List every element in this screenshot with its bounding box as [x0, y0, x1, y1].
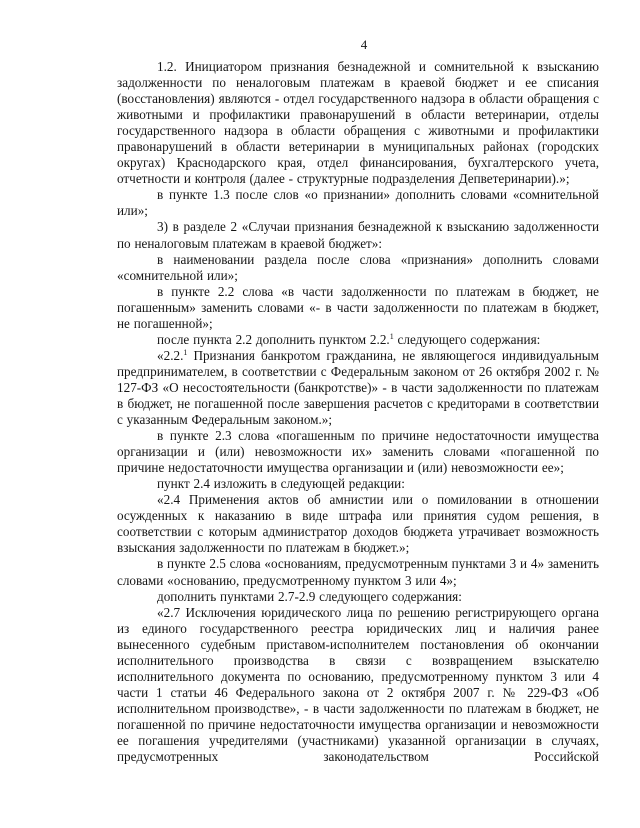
paragraph-item-2-4-intro: пункт 2.4 изложить в следующей редакции: — [157, 476, 405, 492]
paragraph-add-2-7-2-9: дополнить пунктами 2.7-2.9 следующего содержания: — [157, 588, 462, 604]
page-number: 4 — [360, 37, 368, 52]
paragraph-add-2-2-1-tail: следующего содержания: — [393, 331, 541, 347]
paragraph-item-1-3: в пункте 1.3 после слов «о признании» дополнить словами «сомнительной или»; — [117, 187, 599, 219]
paragraph-item-2-5: в пункте 2.5 слова «основаниям, предусмотренным пунктами 3 и 4» заменить словами «основанию, предусмотренному пунктом 3 или 4»; — [117, 556, 599, 588]
paragraph-2-2-1-number: «2.2. — [157, 347, 184, 363]
paragraph-2-7: «2.7 Исключения юридического лица по решению регистрирующего органа из единого государственного реестра юридических лиц и наличия ранее вынесенного судебным приставом-исполнителем постановления об окончании исполнительного производства в связи с возвращением взыскателю исполнительного документа по основанию, предусмотренному пунктом 3 или 4 части 1 статьи 46 Федерального закона от 2 октября 2007 г. № 229-ФЗ «Об исполнительном производстве», - в части задолженности по платежам в бюджет, не погашенной по причине недостаточности имущества организации и невозможности ее погашения учредителями (участниками) указанной организации в случаях, предусмотренных законодательством Российской — [117, 604, 599, 765]
paragraph-section-title-change: в наименовании раздела после слова «признания» дополнить словами «сомнительной или»; — [117, 251, 599, 283]
paragraph-2-4: «2.4 Применения актов об амнистии или о помиловании в отношении осужденных к наказанию в виде штрафа или принятия судом решения, в соответствии с которым администратор доходов бюджета утрачивает возможность взыскания задолженности по платежам в бюджет.»; — [117, 492, 599, 556]
paragraph-add-2-2-1 — [117, 332, 599, 348]
paragraph-item-2-3: в пункте 2.3 слова «погашенным по причине недостаточности имущества организации и (или) невозможности их» заменить словами «погашенной по причине недостаточности имущества организации и (или) невозможности ее»; — [117, 428, 599, 476]
paragraph-item-2-2: в пункте 2.2 слова «в части задолженности по платежам в бюджет, не погашенным» заменить словами «- в части задолженности по платежам в бюджет, не погашенной»; — [117, 283, 599, 331]
paragraph-2-2-1 — [117, 348, 599, 428]
paragraph-add-2-2-1-text: после пункта 2.2 дополнить пунктом 2.2. — [157, 331, 390, 347]
superscript-index: 1 — [389, 331, 394, 341]
paragraph-section-2: 3) в разделе 2 «Случаи признания безнадежной к взысканию задолженности по неналоговым платежам в краевой бюджет»: — [117, 219, 599, 251]
superscript-index: 1 — [183, 347, 188, 357]
paragraph-2-2-1-text: Признания банкротом гражданина, не являющегося индивидуальным предпринимателем, в соответствии с Федеральным законом от 26 октября 2002 г. № 127-ФЗ «О несостоятельности (банкротстве)» - в части задолженности по платежам в бюджет, не погашенной после завершения расчетов с кредиторами в соответствии с указанным Федеральным законом.»; — [117, 347, 599, 428]
paragraph-1-2: 1.2. Инициатором признания безнадежной и сомнительной к взысканию задолженности по неналоговым платежам в краевой бюджет и ее списания (восстановления) являются - отдел государственного надзора в области обращения с животными и профилактики правонарушений в области ветеринарии, отделы государственного надзора в области обращения с животными и профилактики правонарушений в области ветеринарии в муниципальных районах (городских округах) Краснодарского края, отдел финансирования, бухгалтерского учета, отчетности и контроля (далее - структурные подразделения Депветеринарии).»; — [117, 59, 599, 187]
